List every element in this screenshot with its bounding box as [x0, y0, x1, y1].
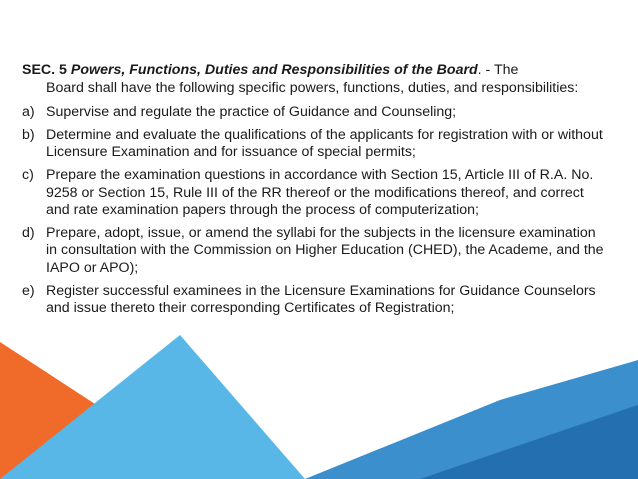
list-item-text: Register successful examinees in the Licensure Examinations for Guidance Counselors and issue thereto their corresponding Certificates of Registration; [46, 282, 596, 317]
list-item-text: Prepare, adopt, issue, or amend the syllabi for the subjects in the licensure examination in consultation with the Commission on Higher Education (CHED), the Academe, and the IAPO or APO); [46, 224, 604, 276]
list-item [22, 167, 608, 220]
list-item [22, 225, 608, 278]
list-item-text: Prepare the examination questions in accordance with Section 15, Article III of R.A. No. 9258 or Section 15, Rule III of the RR thereof or the modifications thereof, and correct and rate examination papers through the process of computerization; [46, 166, 594, 219]
list-item [22, 127, 608, 162]
list-marker: d) [22, 224, 35, 241]
list-item-text: Determine and evaluate the qualifications of the applicants for registration with or without Licensure Examination and for issuance of special permits; [46, 126, 603, 161]
list-item-text: Supervise and regulate the practice of Guidance and Counseling; [46, 104, 457, 121]
heading-first-line [22, 62, 608, 80]
list-item [22, 104, 608, 122]
list-marker: c) [22, 166, 34, 183]
slide-content [22, 62, 608, 323]
section-label: SEC. 5 [22, 62, 67, 78]
heading-continuation: Board shall have the following specific powers, functions, duties, and responsibilities: [46, 79, 579, 96]
list-marker: b) [22, 126, 35, 143]
section-title: Powers, Functions, Duties and Responsibilities of the Board [70, 62, 478, 78]
list-item [22, 283, 608, 318]
list-marker: a) [22, 104, 35, 121]
section-heading [22, 62, 608, 97]
list-marker: e) [22, 282, 35, 299]
section-suffix: . - The [477, 62, 519, 78]
